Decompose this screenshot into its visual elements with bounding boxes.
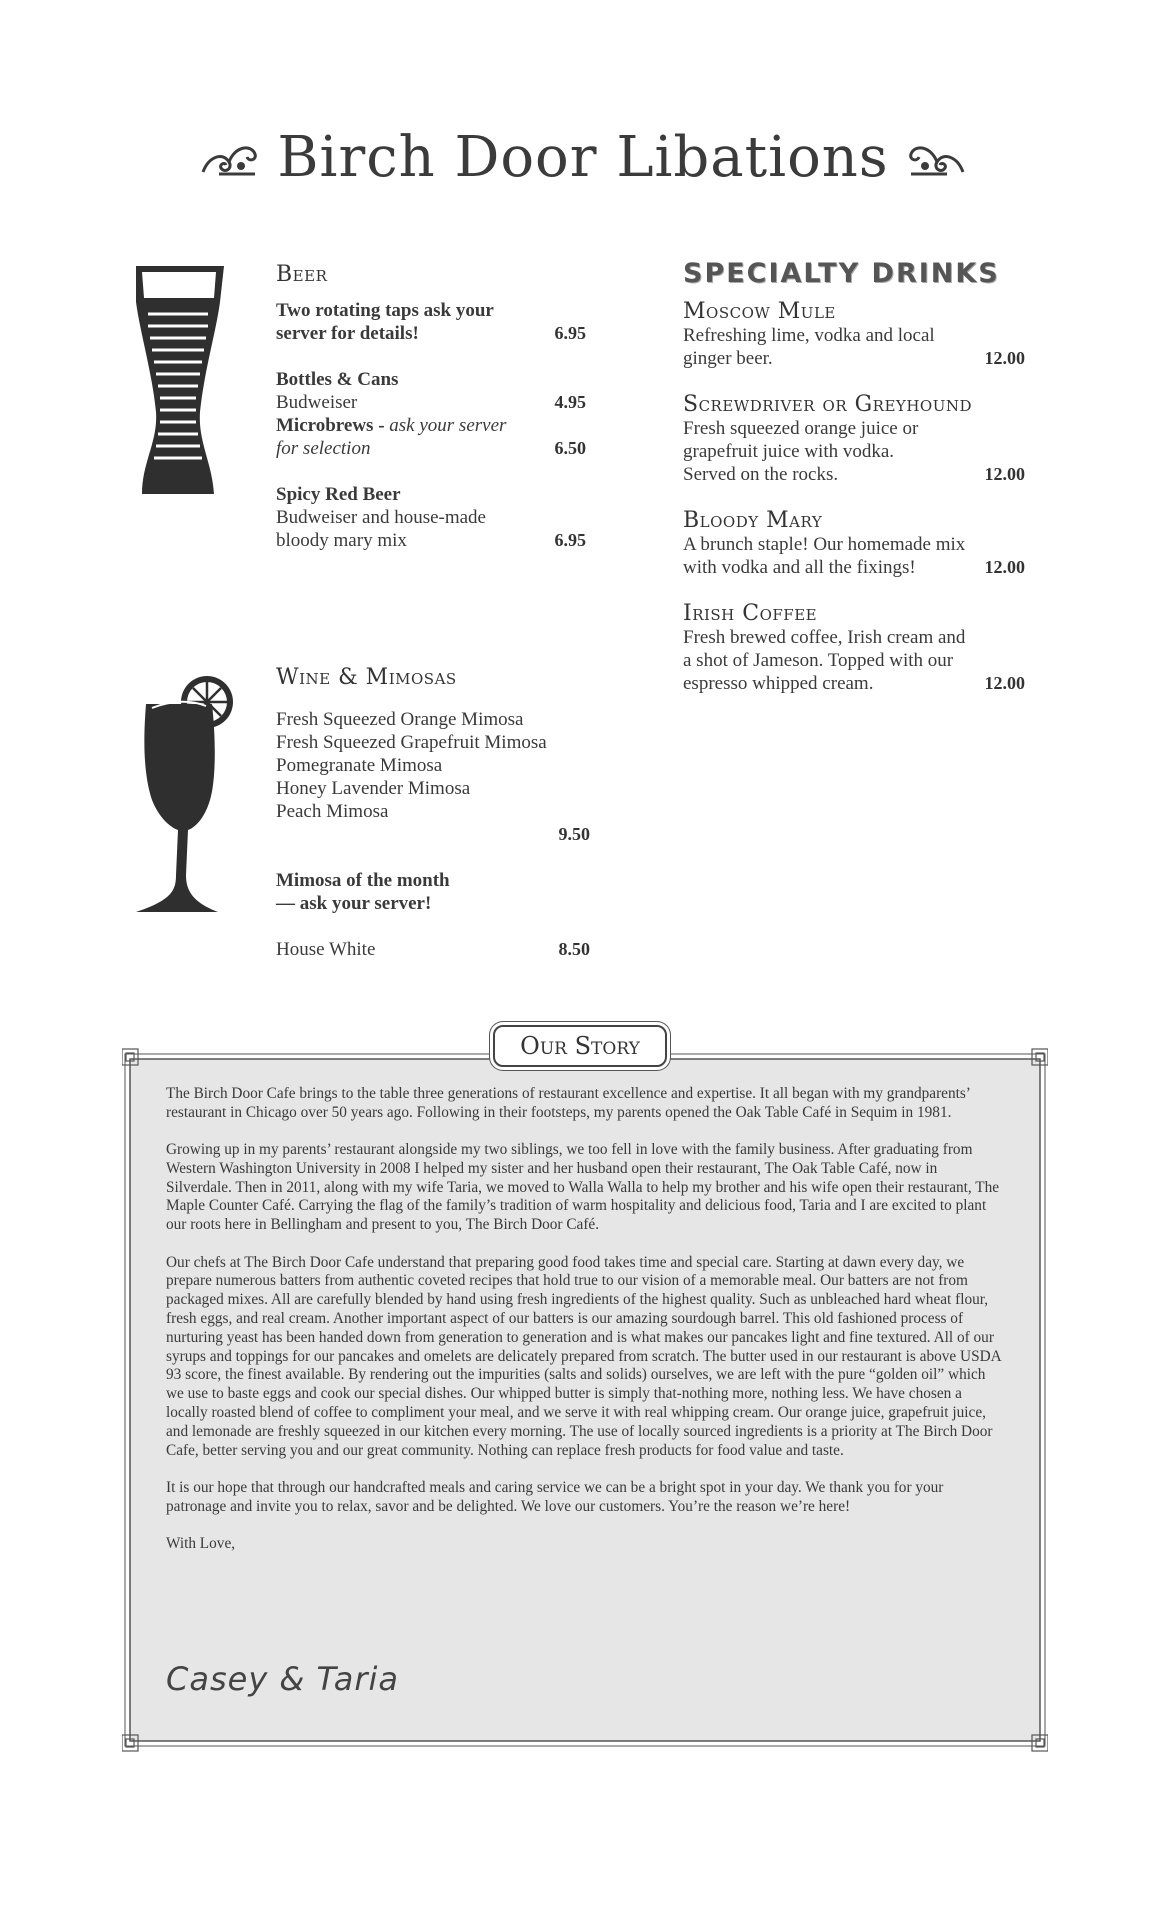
specialty-item-desc: a shot of Jameson. Topped with our bbox=[683, 650, 954, 671]
specialty-item-desc: ginger beer. bbox=[683, 348, 773, 369]
mimosa-month-line-2: — ask your server! bbox=[276, 893, 432, 914]
mimosa-month-line-1: Mimosa of the month bbox=[276, 870, 450, 891]
specialty-item-row bbox=[683, 347, 1025, 370]
story-paragraph: Our chefs at The Birch Door Cafe understand that preparing good food takes time and special care. Starting at dawn every day, we prepare numerous batters from authentic coveted recipes that hold true to our vision of a memorable meal. Our batters are not from packaged mixes. All are carefully blended by hand using fresh ingredients of the highest quality. Such as unbleached hard wheat flour, fresh eggs, and real cream. Another important aspect of our batters is our amazing sourdough barrel. This old fashioned process of nurturing yeast has been handed down from generation to generation and is what makes our pancakes light and fine textured. All of our syrups and toppings for our pancakes and omelets are delicately prepared from scratch. The butter used in our restaurant is above USDA 93 score, the finest available. By rendering out the impurities (salts and solids) ourselves, we are left with the pure “golden oil” which we use to baste eggs and cook our special dishes. Our whipped butter is simply that-nothing more, nothing less. We have chosen a locally roasted blend of coffee to compliment your meal, and we serve it with real whipping cream. Our orange juice, grapefruit juice, and lemonade are freshly squeezed in our kitchen every morning. The use of locally sourced ingredients is a priority at The Birch Door Cafe, better serving you and our great community. Nothing can replace fresh products for food value and taste. bbox=[166, 1253, 1001, 1459]
specialty-item bbox=[683, 299, 1025, 370]
story-heading-label: Our Story bbox=[520, 1032, 640, 1060]
budweiser-price: 4.95 bbox=[554, 392, 586, 412]
spicy-price: 6.95 bbox=[554, 530, 586, 550]
specialty-item bbox=[683, 601, 1025, 695]
specialty-item-desc: Served on the rocks. bbox=[683, 464, 839, 485]
story-text bbox=[166, 1085, 1004, 1572]
microbrews-row-2 bbox=[276, 437, 586, 460]
budweiser-label: Budweiser bbox=[276, 392, 358, 413]
taps-row bbox=[276, 322, 586, 345]
specialty-item-name: Moscow Mule bbox=[683, 299, 836, 324]
spicy-line-1: Budweiser and house-made bbox=[276, 507, 486, 528]
beer-section bbox=[276, 262, 586, 552]
wine-section bbox=[276, 665, 590, 961]
specialty-item-price: 12.00 bbox=[984, 464, 1025, 484]
specialty-item-desc: Refreshing lime, vodka and local bbox=[683, 325, 935, 346]
spicy-line-2: bloody mary mix bbox=[276, 530, 407, 551]
mimosa-item: Peach Mimosa bbox=[276, 801, 389, 822]
specialty-item-desc: grapefruit juice with vodka. bbox=[683, 441, 895, 462]
specialty-heading: SPECIALTY DRINKS bbox=[683, 258, 1000, 289]
specialty-item-desc: espresso whipped cream. bbox=[683, 673, 874, 694]
microbrews-label: Microbrews - bbox=[276, 415, 385, 436]
mimosa-glass-icon bbox=[132, 670, 237, 925]
signature: Casey & Taria bbox=[166, 1660, 399, 1698]
taps-line-1: Two rotating taps ask your bbox=[276, 300, 494, 321]
story-closing: With Love, bbox=[166, 1534, 236, 1552]
specialty-item-name: Bloody Mary bbox=[683, 508, 823, 533]
specialty-section bbox=[683, 258, 1025, 695]
specialty-item-name: Screwdriver or Greyhound bbox=[683, 392, 973, 417]
story-paragraph: It is our hope that through our handcrafted meals and caring service we can be a bright spot in your day. We thank you for your patronage and invite you to relax, savor and be delighted. We love our customers. You’re the reason we’re here! bbox=[166, 1478, 944, 1515]
flourish-right-icon bbox=[907, 136, 967, 180]
wine-heading: Wine & Mimosas bbox=[276, 665, 457, 690]
beer-glass-icon bbox=[128, 262, 228, 497]
taps-price: 6.95 bbox=[554, 323, 586, 343]
flourish-left-icon bbox=[199, 136, 259, 180]
budweiser-row bbox=[276, 391, 586, 414]
story-paragraph: Growing up in my parents’ restaurant alongside my two siblings, we too fell in love with the family business. After graduating from Western Washington University in 2008 I helped my sister and her husband open their restaurant, The Oak Table Café, now in Silverdale. Then in 2011, along with my wife Taria, we moved to Walla Walla to help my brother and his wife open their restaurant, The Maple Counter Café. Carrying the flag of the family’s tradition of warm hospitality and delicious food, Taria and I are excited to plant our roots here in Bellingham and present to you, The Birch Door Café. bbox=[166, 1141, 1000, 1234]
specialty-item-name: Irish Coffee bbox=[683, 601, 818, 626]
specialty-item-row bbox=[683, 463, 1025, 486]
house-white-label: House White bbox=[276, 939, 376, 960]
page-title: Birch Door Libations bbox=[277, 125, 889, 190]
house-white-row bbox=[276, 938, 590, 961]
specialty-item-price: 12.00 bbox=[984, 348, 1025, 368]
specialty-item bbox=[683, 508, 1025, 579]
specialty-item-price: 12.00 bbox=[984, 673, 1025, 693]
story-heading bbox=[493, 1025, 667, 1067]
microbrews-row bbox=[276, 414, 586, 437]
mimosa-item: Honey Lavender Mimosa bbox=[276, 778, 471, 799]
specialty-item bbox=[683, 392, 1025, 486]
specialty-item-desc: A brunch staple! Our homemade mix bbox=[683, 534, 966, 555]
microbrews-note-1: ask your server bbox=[389, 415, 507, 436]
menu-title bbox=[0, 125, 1166, 190]
bottles-heading: Bottles & Cans bbox=[276, 369, 399, 390]
microbrews-note-2: for selection bbox=[276, 438, 371, 459]
specialty-item-desc: Fresh squeezed orange juice or bbox=[683, 418, 919, 439]
specialty-item-desc: Fresh brewed coffee, Irish cream and bbox=[683, 627, 966, 648]
taps-line-2: server for details! bbox=[276, 323, 419, 344]
mimosa-item: Fresh Squeezed Orange Mimosa bbox=[276, 709, 524, 730]
specialty-item-row bbox=[683, 672, 1025, 695]
mimosa-item: Pomegranate Mimosa bbox=[276, 755, 443, 776]
spicy-row bbox=[276, 529, 586, 552]
house-white-price: 8.50 bbox=[558, 939, 590, 959]
beer-heading: Beer bbox=[276, 262, 328, 287]
specialty-item-price: 12.00 bbox=[984, 557, 1025, 577]
spicy-heading: Spicy Red Beer bbox=[276, 484, 401, 505]
mimosa-price: 9.50 bbox=[558, 824, 590, 844]
microbrews-price: 6.50 bbox=[554, 438, 586, 458]
specialty-item-desc: with vodka and all the fixings! bbox=[683, 557, 916, 578]
mimosa-item: Fresh Squeezed Grapefruit Mimosa bbox=[276, 732, 547, 753]
specialty-item-row bbox=[683, 556, 1025, 579]
story-paragraph: The Birch Door Cafe brings to the table three generations of restaurant excellence and expertise. It all began with my grandparents’ restaurant in Chicago over 50 years ago. Following in their footsteps, my parents opened the Oak Table Café in Sequim in 1981. bbox=[166, 1085, 970, 1121]
